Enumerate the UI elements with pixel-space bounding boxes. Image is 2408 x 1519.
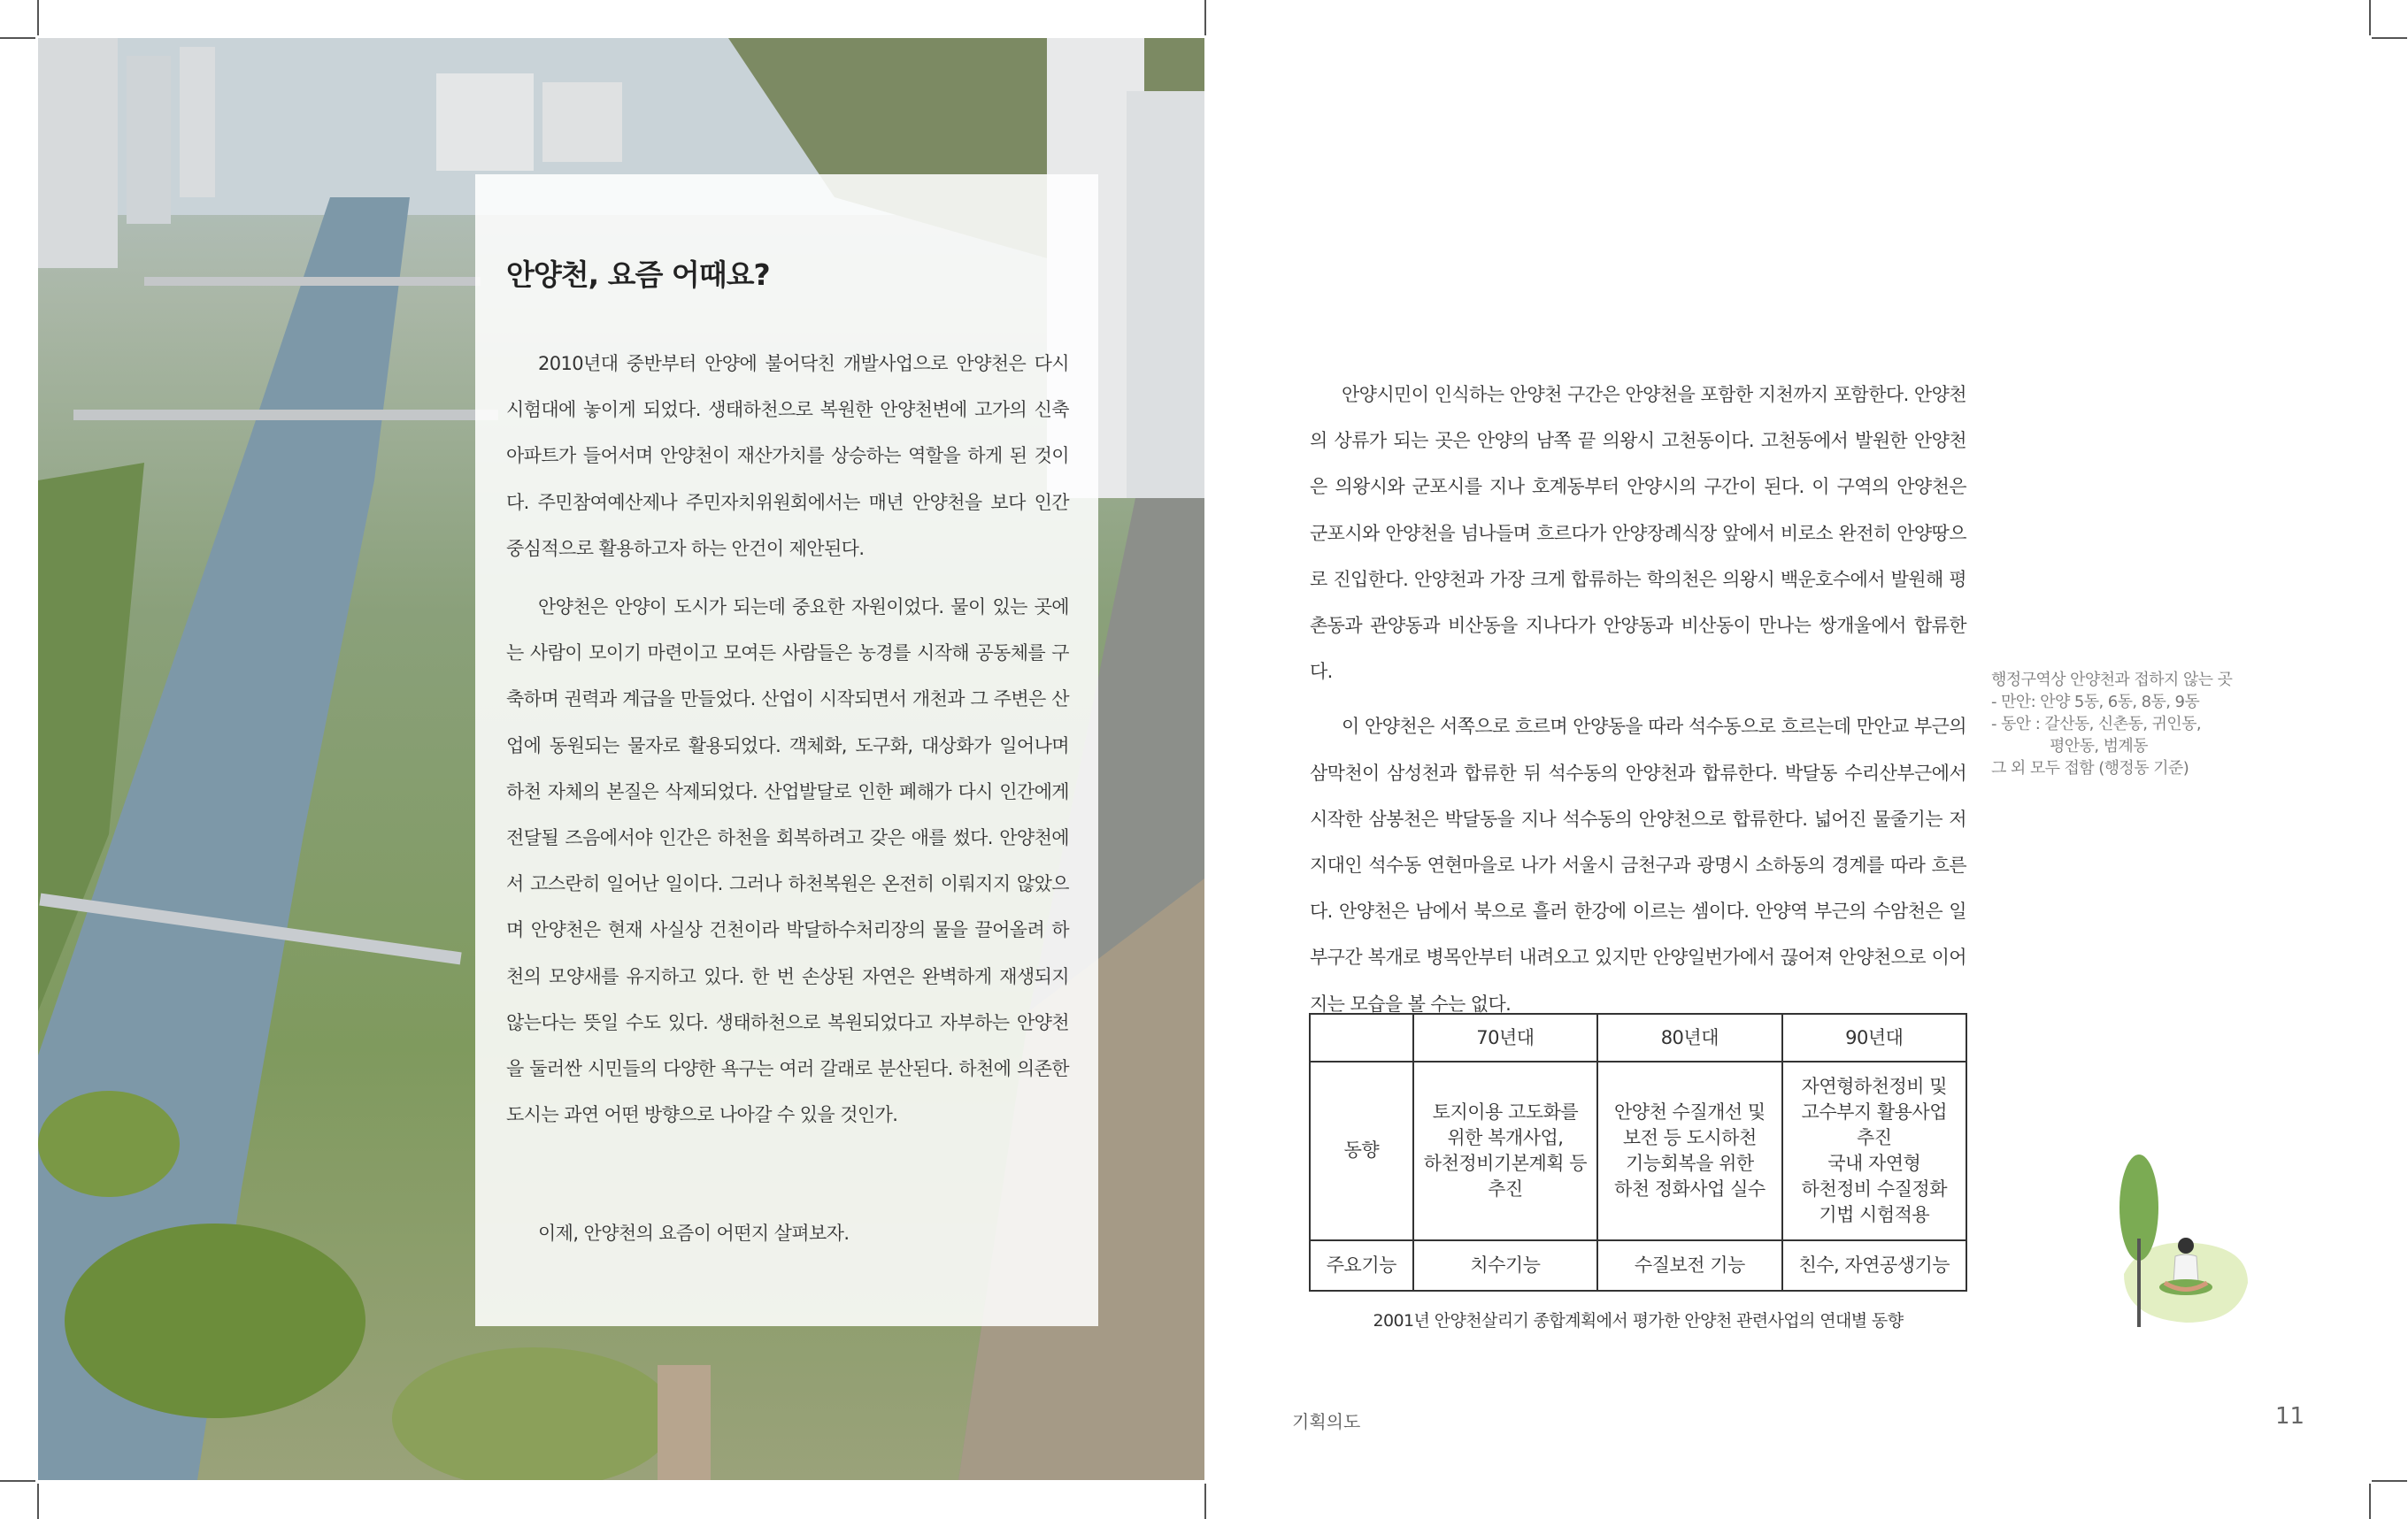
- table-cell: [1597, 1062, 1781, 1239]
- cell-line: 하천정비기본계획 등: [1423, 1152, 1588, 1174]
- page-title: 안양천, 요즘 어때요?: [506, 257, 770, 292]
- right-body-text: [1310, 372, 1966, 1027]
- table-cell: 치수기능: [1413, 1240, 1597, 1291]
- table-header-row: [1310, 1014, 1966, 1062]
- footer-section-label: 기획의도: [1292, 1411, 1361, 1432]
- left-paragraph: 2010년대 중반부터 안양에 불어닥친 개발사업으로 안양천은 다시 시험대에 놓이게 되었다. 생태하천으로 복원한 안양천변에 고가의 신축 아파트가 들어서며 안양천이 재산가치를 상승하는 역할을 하게 된 것이다. 주민참여예산제나 주민자치위원회에서는 매년 안양천을 보다 인간 중심적으로 활용하고자 하는 안건이 제안된다.: [506, 353, 1069, 559]
- table-cell: [1413, 1062, 1597, 1239]
- crop-mark: [2369, 1484, 2371, 1519]
- cell-line: 기법 시험적용: [1819, 1203, 1930, 1225]
- crop-mark: [37, 1484, 39, 1519]
- cell-line: 하천 정화사업 실수: [1614, 1178, 1766, 1200]
- side-note-line: - 만안: 안양 5동, 6동, 8동, 9동: [1991, 693, 2200, 711]
- side-note-line: - 동안 : 갈산동, 신촌동, 귀인동,: [1991, 715, 2202, 733]
- crop-mark: [1204, 1484, 1206, 1519]
- table-row: [1310, 1062, 1966, 1239]
- crop-mark: [0, 37, 35, 39]
- table-header-cell: [1310, 1014, 1413, 1062]
- cell-line: 위한 복개사업,: [1447, 1126, 1564, 1148]
- meditating-person-tree-illustration: [2106, 1141, 2266, 1336]
- cell-line: 기능회복을 위한: [1625, 1152, 1754, 1174]
- row-label: 주요기능: [1310, 1240, 1413, 1291]
- row-label: 동향: [1310, 1062, 1413, 1239]
- cell-line: 자연형하천정비 및: [1801, 1075, 1947, 1097]
- table-caption: 2001년 안양천살리기 종합계획에서 평가한 안양천 관련사업의 연대별 동향: [1373, 1311, 1904, 1331]
- cell-line: 고수부지 활용사업: [1801, 1101, 1947, 1123]
- cell-line: 추진: [1856, 1126, 1892, 1148]
- cell-line: 국내 자연형: [1827, 1152, 1921, 1174]
- side-note-line: 평안동, 범계동: [2050, 737, 2148, 756]
- cell-line: 추진: [1488, 1178, 1523, 1200]
- crop-mark: [2372, 1480, 2407, 1482]
- cell-line: 안양천 수질개선 및: [1614, 1101, 1766, 1123]
- table-cell: 수질보전 기능: [1597, 1240, 1781, 1291]
- cell-line: 토지이용 고도화를: [1432, 1101, 1579, 1123]
- right-paragraph: 안양시민이 인식하는 안양천 구간은 안양천을 포함한 지천까지 포함한다. 안양천의 상류가 되는 곳은 안양의 남쪽 끝 의왕시 고천동이다. 고천동에서 발원한 안양천은 의왕시와 군포시를 지나 호계동부터 안양시의 구간이 된다. 이 구역의 안양천은 군포시와 안양천을 넘나들며 흐르다가 안양장례식장 앞에서 비로소 완전히 안양땅으로 진입한다. 안양천과 가장 크게 합류하는 학의천은 의왕시 백운호수에서 발원해 평촌동과 관양동과 비산동을 지나다가 안양동과 비산동이 만나는 쌍개울에서 합류한다.: [1310, 384, 1966, 683]
- left-paragraph: 안양천은 안양이 도시가 되는데 중요한 자원이었다. 물이 있는 곳에는 사람이 모이기 마련이고 모여든 사람들은 농경를 시작해 공동체를 구축하며 권력과 계급을 만들었다. 산업이 시작되면서 개천과 그 주변은 산업에 동원되는 물자로 활용되었다. 객체화, 도구화, 대상화가 일어나며 하천 자체의 본질은 삭제되었다. 산업발달로 인한 폐해가 다시 인간에게 전달될 즈음에서야 인간은 하천을 회복하려고 갖은 애를 썼다. 안양천에서 고스란히 일어난 일이다. 그러나 하천복원은 온전히 이뤄지지 않았으며 안양천은 현재 사실상 건천이라 박달하수처리장의 물을 끌어올려 하천의 모양새를 유지하고 있다. 한 번 손상된 자연은 완벽하게 재생되지 않는다는 뜻일 수도 있다. 생태하천으로 복원되었다고 자부하는 안양천을 둘러싼 시민들의 다양한 욕구는 여러 갈래로 분산된다. 하천에 의존한 도시는 과연 어떤 방향으로 나아갈 수 있을 것인가.: [506, 596, 1069, 1126]
- cell-line: 보전 등 도시하천: [1622, 1126, 1757, 1148]
- table-header-cell: 90년대: [1782, 1014, 1966, 1062]
- cell-line: 하천정비 수질정화: [1801, 1178, 1947, 1200]
- table-header-cell: 80년대: [1597, 1014, 1781, 1062]
- side-note-line: 행정구역상 안양천과 접하지 않는 곳: [1991, 671, 2233, 689]
- crop-mark: [2372, 37, 2407, 39]
- left-body-text: [506, 341, 1069, 1138]
- right-paragraph: 이 안양천은 서쪽으로 흐르며 안양동을 따라 석수동으로 흐르는데 만안교 부근의 삼막천이 삼성천과 합류한 뒤 석수동의 안양천과 합류한다. 박달동 수리산부근에서 시작한 삼봉천은 박달동을 지나 석수동의 안양천으로 합류한다. 넓어진 물줄기는 저지대인 석수동 연현마을로 나가 서울시 금천구과 광명시 소하동의 경계를 따라 흐른다. 안양천은 남에서 북으로 흘러 한강에 이르는 셈이다. 안양역 부근의 수암천은 일부구간 복개로 병목안부터 내려오고 있지만 안양일번가에서 끊어져 안양천으로 이어지는 모습을 볼 수는 없다.: [1310, 716, 1966, 1015]
- crop-mark: [37, 0, 39, 35]
- page-number: 11: [2275, 1403, 2305, 1430]
- crop-mark: [0, 1480, 35, 1482]
- crop-mark: [1204, 0, 1206, 35]
- table-cell: [1782, 1062, 1966, 1239]
- table-cell: 친수, 자연공생기능: [1782, 1240, 1966, 1291]
- side-note: [1991, 669, 2233, 779]
- side-note-line: 그 외 모두 접함 (행정동 기준): [1991, 759, 2189, 778]
- decade-trend-table: [1309, 1013, 1967, 1292]
- table-header-cell: 70년대: [1413, 1014, 1597, 1062]
- table-row: [1310, 1240, 1966, 1291]
- left-closing-text: 이제, 안양천의 요즘이 어떤지 살펴보자.: [538, 1223, 850, 1244]
- crop-mark: [2369, 0, 2371, 35]
